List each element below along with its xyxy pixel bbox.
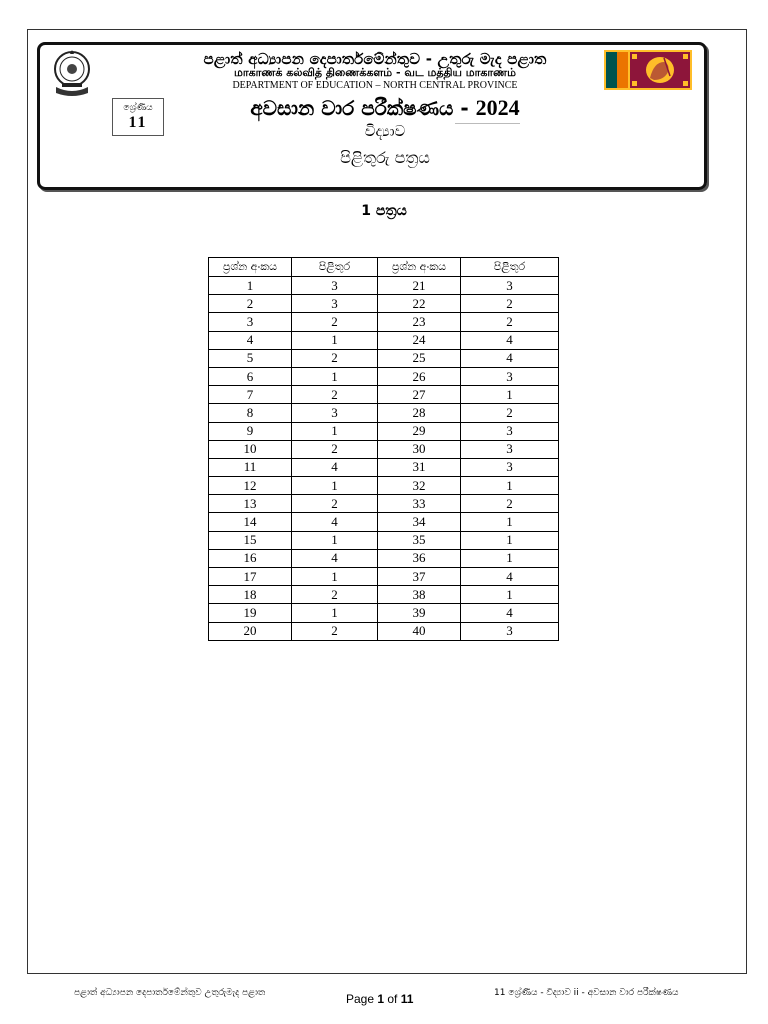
- table-row: [209, 604, 559, 622]
- question-number-cell: 36: [378, 549, 461, 567]
- answer-cell: 1: [292, 604, 378, 622]
- answer-cell: 1: [461, 477, 559, 495]
- table-row: [209, 367, 559, 385]
- department-name-english: DEPARTMENT OF EDUCATION – NORTH CENTRAL PROVINCE: [232, 80, 518, 91]
- answer-cell: 2: [292, 586, 378, 604]
- table-row: [209, 422, 559, 440]
- question-number-cell: 38: [378, 586, 461, 604]
- answer-cell: 4: [292, 513, 378, 531]
- answer-cell: 1: [461, 531, 559, 549]
- answer-cell: 2: [292, 440, 378, 458]
- answer-cell: 2: [461, 295, 559, 313]
- grade-label: ශ්‍රේණිය: [123, 102, 153, 112]
- answer-cell: 3: [292, 404, 378, 422]
- answer-cell: 1: [292, 477, 378, 495]
- question-number-cell: 35: [378, 531, 461, 549]
- answer-cell: 2: [292, 386, 378, 404]
- table-row: [209, 349, 559, 367]
- question-number-cell: 9: [209, 422, 292, 440]
- question-number-cell: 32: [378, 477, 461, 495]
- question-number-cell: 5: [209, 349, 292, 367]
- table-row: [209, 586, 559, 604]
- table-row: [209, 313, 559, 331]
- answer-cell: 3: [461, 367, 559, 385]
- question-number-cell: 2: [209, 295, 292, 313]
- answer-cell: 4: [461, 331, 559, 349]
- paper-title: 1 පත්‍රය: [361, 203, 407, 219]
- column-header-answer-1: පිළිතුර: [292, 258, 378, 277]
- question-number-cell: 31: [378, 458, 461, 476]
- table-row: [209, 477, 559, 495]
- grade-value: 11: [128, 114, 148, 131]
- question-number-cell: 30: [378, 440, 461, 458]
- question-number-cell: 19: [209, 604, 292, 622]
- question-number-cell: 40: [378, 622, 461, 640]
- column-header-question-2: ප්‍රශ්න අංකය: [378, 258, 461, 277]
- question-number-cell: 13: [209, 495, 292, 513]
- page-prefix: Page: [346, 992, 378, 1006]
- table-row: [209, 386, 559, 404]
- answer-cell: 1: [292, 531, 378, 549]
- exam-year: 2024: [475, 95, 520, 120]
- question-number-cell: 39: [378, 604, 461, 622]
- question-number-cell: 10: [209, 440, 292, 458]
- exam-title-text: අවසාන වාර පරීක්ෂණය -: [250, 96, 476, 120]
- question-number-cell: 24: [378, 331, 461, 349]
- answer-cell: 4: [292, 458, 378, 476]
- answer-cell: 1: [461, 386, 559, 404]
- page-total: 11: [400, 992, 414, 1006]
- question-number-cell: 22: [378, 295, 461, 313]
- answer-table-body: [209, 277, 559, 641]
- answer-cell: 4: [461, 604, 559, 622]
- question-number-cell: 34: [378, 513, 461, 531]
- answer-cell: 2: [292, 313, 378, 331]
- table-row: [209, 458, 559, 476]
- table-row: [209, 568, 559, 586]
- department-name-sinhala: පළාත් අධ්‍යාපන දෙපාර්තමේන්තුව - උතුරු මැද පළාත: [203, 50, 547, 68]
- department-name-tamil: மாகாணக் கல்வித் திணைக்களம் - வட மத்திய மாகாணம்: [233, 66, 517, 79]
- answer-cell: 2: [292, 495, 378, 513]
- answer-cell: 1: [461, 549, 559, 567]
- page-current: 1: [377, 992, 385, 1006]
- answer-cell: 3: [461, 277, 559, 295]
- question-number-cell: 17: [209, 568, 292, 586]
- page-of: of: [384, 992, 401, 1006]
- answer-cell: 1: [292, 331, 378, 349]
- answer-cell: 2: [292, 349, 378, 367]
- table-row: [209, 440, 559, 458]
- answer-cell: 3: [292, 295, 378, 313]
- answer-cell: 3: [461, 458, 559, 476]
- question-number-cell: 37: [378, 568, 461, 586]
- question-number-cell: 6: [209, 367, 292, 385]
- answer-cell: 3: [461, 622, 559, 640]
- answer-cell: 3: [461, 422, 559, 440]
- answer-cell: 3: [292, 277, 378, 295]
- subject-name: විද්‍යාව: [364, 122, 406, 140]
- question-number-cell: 23: [378, 313, 461, 331]
- sri-lanka-flag-icon: [604, 50, 692, 90]
- table-row: [209, 495, 559, 513]
- table-row: [209, 277, 559, 295]
- table-row: [209, 295, 559, 313]
- answer-cell: 2: [292, 622, 378, 640]
- question-number-cell: 4: [209, 331, 292, 349]
- footer-page-number: [346, 992, 413, 1006]
- exam-title: [190, 95, 580, 121]
- question-number-cell: 1: [209, 277, 292, 295]
- answer-cell: 4: [461, 568, 559, 586]
- table-row: [209, 513, 559, 531]
- table-row: [209, 549, 559, 567]
- question-number-cell: 20: [209, 622, 292, 640]
- table-header-row: [209, 258, 559, 277]
- question-number-cell: 12: [209, 477, 292, 495]
- government-emblem-icon: [52, 47, 92, 99]
- question-number-cell: 18: [209, 586, 292, 604]
- question-number-cell: 33: [378, 495, 461, 513]
- table-row: [209, 622, 559, 640]
- table-row: [209, 404, 559, 422]
- question-number-cell: 14: [209, 513, 292, 531]
- column-header-question-1: ප්‍රශ්න අංකය: [209, 258, 292, 277]
- answer-cell: 1: [292, 422, 378, 440]
- table-row: [209, 531, 559, 549]
- question-number-cell: 15: [209, 531, 292, 549]
- footer-exam-info: 11 ශ්‍රේණිය - විද්‍යාව ii - අවසාන වාර පරීක්ෂණය: [494, 988, 679, 998]
- question-number-cell: 25: [378, 349, 461, 367]
- answer-cell: 2: [461, 495, 559, 513]
- answer-cell: 1: [461, 513, 559, 531]
- answer-cell: 1: [461, 586, 559, 604]
- table-row: [209, 331, 559, 349]
- column-header-answer-2: පිළිතුර: [461, 258, 559, 277]
- question-number-cell: 3: [209, 313, 292, 331]
- question-number-cell: 7: [209, 386, 292, 404]
- answer-table: [208, 257, 559, 641]
- question-number-cell: 28: [378, 404, 461, 422]
- answer-cell: 2: [461, 313, 559, 331]
- question-number-cell: 27: [378, 386, 461, 404]
- answer-cell: 4: [292, 549, 378, 567]
- answer-cell: 2: [461, 404, 559, 422]
- grade-box: [112, 98, 164, 136]
- question-number-cell: 29: [378, 422, 461, 440]
- question-number-cell: 21: [378, 277, 461, 295]
- document-type: පිළිතුරු පත්‍රය: [340, 148, 430, 167]
- answer-cell: 1: [292, 367, 378, 385]
- footer-department: පළාත් අධ්‍යාපන දෙපාර්තමේන්තුව උතුරුමැද පළාත: [74, 988, 266, 998]
- question-number-cell: 26: [378, 367, 461, 385]
- question-number-cell: 11: [209, 458, 292, 476]
- answer-cell: 4: [461, 349, 559, 367]
- question-number-cell: 16: [209, 549, 292, 567]
- answer-cell: 1: [292, 568, 378, 586]
- question-number-cell: 8: [209, 404, 292, 422]
- answer-cell: 3: [461, 440, 559, 458]
